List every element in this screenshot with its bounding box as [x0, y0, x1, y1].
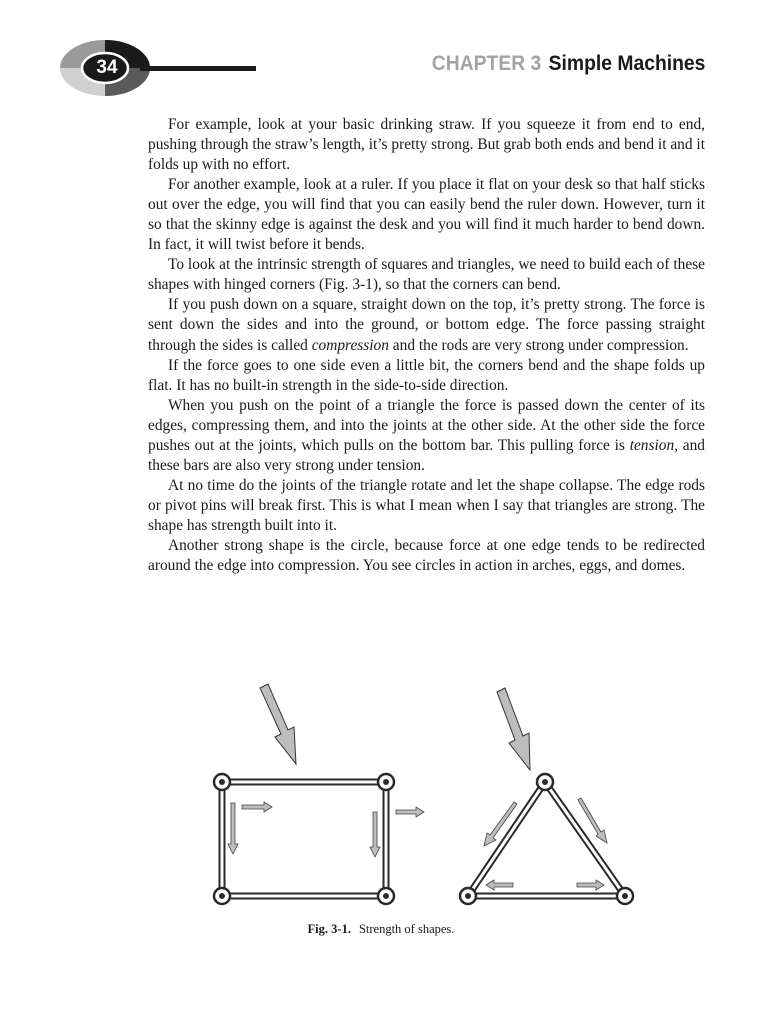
push-arrow-square-icon: [260, 684, 296, 764]
paragraph: For example, look at your basic drinking straw. If you squeeze it from end to end, pushing through the straw’s length, it’s pretty strong. But grab both ends and bend it and it folds up with no effort.: [148, 116, 705, 174]
term-compression: compression: [311, 336, 389, 354]
paragraph: For another example, look at a ruler. If you place it flat on your desk so that half sticks out over the edge, you will find that you can easily bend the ruler down. However, turn it so that the skinny edge is against the desk and you will find it much harder to bend down. In fact, it will twist before it bends.: [148, 176, 705, 254]
caption-text: Strength of shapes.: [358, 922, 455, 936]
chapter-title: Simple Machines: [548, 52, 705, 75]
chapter-heading: [431, 52, 705, 76]
paragraph: If the force goes to one side even a little bit, the corners bend and the shape folds up flat. It has no built-in strength in the side-to-side direction.: [148, 356, 705, 394]
triangle-diagram: [460, 688, 633, 904]
paragraph: To look at the intrinsic strength of squares and triangles, we need to build each of these shapes with hinged corners (Fig. 3-1), so that the corners can bend.: [148, 256, 705, 294]
chapter-label: CHAPTER 3: [431, 52, 541, 75]
text-run: , and these bars are also very strong under tension.: [148, 436, 705, 474]
joint-icon: [214, 774, 394, 904]
paragraph: [148, 396, 705, 476]
figure-caption: [0, 922, 762, 937]
text-run: When you push on the point of a triangle the force is passed down the center of its edges, compressing them, and into the joints at the other side. At the other side the force pushes out at the joints, which pulls on the bottom bar. This pulling force is: [148, 396, 705, 454]
paragraph: [148, 295, 705, 355]
text-run: and the rods are very strong under compression.: [388, 336, 689, 354]
figure-strength-of-shapes: [200, 680, 660, 920]
page-number: 34: [96, 57, 118, 78]
paragraph: At no time do the joints of the triangle rotate and let the shape collapse. The edge rods or pivot pins will break first. This is what I mean when I say that triangles are strong. The shape has strength built into it.: [148, 476, 705, 534]
push-arrow-triangle-icon: [497, 688, 530, 770]
body-text: [148, 115, 705, 576]
term-tension: tension: [629, 436, 675, 454]
text-run: If you push down on a square, straight down on the top, it’s pretty strong. The force is sent down the sides and into the ground, or bottom edge. The force passing straight through the sides is called: [148, 296, 705, 354]
square-frame: [222, 782, 386, 896]
paragraph: Another strong shape is the circle, because force at one edge tends to be redirected around the edge into compression. You see circles in action in arches, eggs, and domes.: [148, 536, 705, 575]
force-arrow-icon: [228, 802, 424, 857]
page-header: [0, 0, 762, 110]
square-diagram: [214, 684, 424, 904]
caption-label: Fig. 3-1.: [307, 922, 351, 936]
